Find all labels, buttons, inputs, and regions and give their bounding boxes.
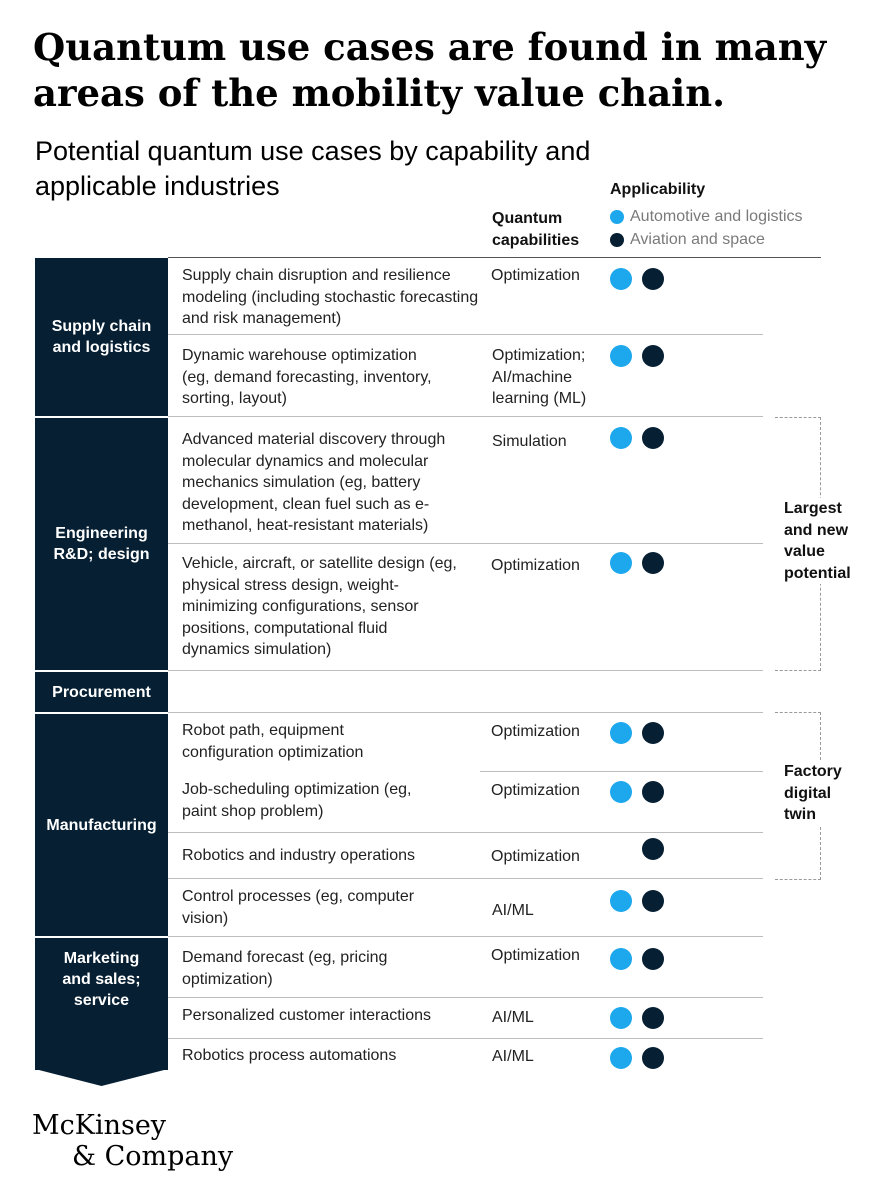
row-divider <box>168 1038 763 1039</box>
dot-aviation <box>642 1007 664 1029</box>
row-divider <box>480 771 763 772</box>
capability-label: AI/ML <box>492 1009 534 1026</box>
dot-automotive <box>610 345 632 367</box>
logo-line-2: & Company <box>72 1141 234 1172</box>
capability-label: AI/ML <box>492 1048 534 1065</box>
annotation-factory-twin: Factory digital twin <box>784 761 854 826</box>
capability-column-header: Quantum capabilities <box>492 210 580 249</box>
dot-aviation <box>642 890 664 912</box>
segment-arrow-tip <box>35 1069 168 1087</box>
use-case-label: Robotics process automations <box>182 1047 397 1064</box>
capability-label: Optimization <box>491 267 580 284</box>
segment-manufacturing: Manufacturing <box>35 714 168 936</box>
segment-procurement: Procurement <box>35 672 168 712</box>
capability-label: Simulation <box>492 433 567 450</box>
capability-label: Optimization; AI/machine learning (ML) <box>492 347 587 407</box>
capability-label: Optimization <box>491 557 580 574</box>
capability-label: Optimization <box>491 782 580 799</box>
logo-line-1: McKinsey <box>32 1110 167 1141</box>
dot-automotive <box>610 781 632 803</box>
use-case-label: Personalized customer interactions <box>182 1007 432 1024</box>
use-case-label: Robot path, equipment configuration optimization <box>182 722 364 761</box>
use-case-label: Job-scheduling optimization (eg, paint shop problem) <box>182 781 412 820</box>
row-divider <box>168 712 763 713</box>
dot-automotive <box>610 1047 632 1069</box>
dot-aviation <box>642 781 664 803</box>
dot-aviation <box>642 1047 664 1069</box>
header-rule <box>168 257 821 258</box>
applicability-column-header: Applicability <box>610 181 706 198</box>
dot-aviation <box>642 268 664 290</box>
dot-automotive <box>610 890 632 912</box>
use-case-label: Advanced material discovery through molecular dynamics and molecular mechanics simulation (eg, battery development, clean fuel such as e-methanol, heat-resistant materials) <box>182 431 446 534</box>
dot-automotive <box>610 722 632 744</box>
dot-automotive <box>610 268 632 290</box>
segment-marketing: Marketing and sales; service <box>35 938 168 1070</box>
use-case-label: Robotics and industry operations <box>182 847 416 864</box>
dot-aviation <box>642 427 664 449</box>
dot-automotive <box>610 1007 632 1029</box>
row-divider <box>168 878 763 879</box>
capability-label: AI/ML <box>492 902 534 919</box>
dot-automotive <box>610 427 632 449</box>
legend-aviation-label: Aviation and space <box>630 231 765 248</box>
dot-automotive <box>610 552 632 574</box>
dot-aviation <box>642 552 664 574</box>
use-case-label: Dynamic warehouse optimization (eg, demand forecasting, inventory, sorting, layout) <box>182 347 432 407</box>
row-divider <box>168 334 763 335</box>
dot-aviation <box>642 948 664 970</box>
legend-aviation <box>610 229 765 251</box>
dot-automotive <box>610 948 632 970</box>
row-divider <box>168 670 763 671</box>
dot-aviation <box>642 838 664 860</box>
use-case-label: Control processes (eg, computer vision) <box>182 888 415 927</box>
legend-automotive-label: Automotive and logistics <box>630 208 803 225</box>
row-divider <box>168 832 763 833</box>
legend-automotive-dot <box>610 210 624 224</box>
mckinsey-logo <box>32 1110 233 1172</box>
row-divider <box>168 936 763 937</box>
use-case-label: Demand forecast (eg, pricing optimization) <box>182 949 388 988</box>
row-divider <box>168 543 763 544</box>
legend-aviation-dot <box>610 233 624 247</box>
use-case-label: Vehicle, aircraft, or satellite design (eg, physical stress design, weight-minimizing configurations, sensor positions, computational fluid dynamics simulation) <box>182 555 457 658</box>
segment-engineering: Engineering R&D; design <box>35 418 168 670</box>
capability-label: Optimization <box>491 947 580 964</box>
headline: Quantum use cases are found in many areas of the mobility value chain. <box>33 25 827 115</box>
legend-automotive <box>610 206 803 228</box>
row-divider <box>168 416 763 417</box>
chart-title: Potential quantum use cases by capability and applicable industries <box>35 136 591 201</box>
capability-label: Optimization <box>491 723 580 740</box>
annotation-largest-value: Largest and new value potential <box>784 498 864 584</box>
dot-aviation <box>642 722 664 744</box>
segment-supply-chain: Supply chain and logistics <box>35 258 168 416</box>
row-divider <box>168 997 763 998</box>
dot-aviation <box>642 345 664 367</box>
use-case-label: Supply chain disruption and resilience modeling (including stochastic forecasting and risk management) <box>182 267 479 327</box>
capability-label: Optimization <box>491 848 580 865</box>
